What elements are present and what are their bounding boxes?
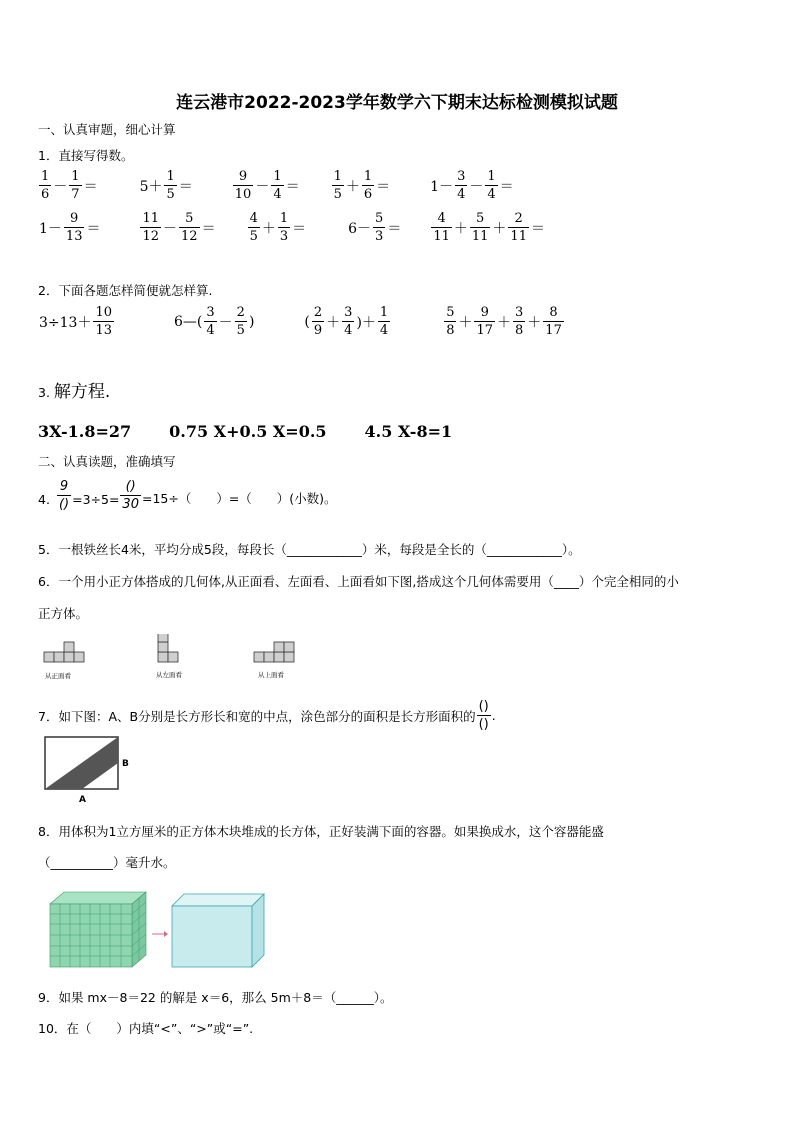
q2-row	[38, 306, 565, 337]
q4-frac-2	[120, 480, 141, 511]
section-2-heading: 二、认真读题，准确填写	[38, 454, 176, 469]
operator-text: ＋	[492, 220, 507, 237]
q7-end: .	[491, 708, 496, 723]
fraction	[474, 306, 495, 337]
fraction	[271, 170, 283, 201]
denominator: 4	[344, 323, 353, 338]
q7-frac-den: ()	[478, 717, 489, 732]
fraction	[513, 306, 525, 337]
operator-text: ＋	[261, 220, 276, 237]
numerator: 1	[166, 169, 175, 184]
denominator: 13	[95, 323, 112, 338]
q1-row2-expr-1	[38, 212, 101, 243]
q6-views-figure	[40, 634, 330, 682]
shaded-region	[45, 737, 118, 789]
operator-text: )	[248, 313, 255, 330]
operator-text: ＝	[83, 178, 98, 195]
operator-text: ＝	[201, 220, 216, 237]
q6-line-2: 正方体。	[38, 606, 89, 621]
q9: 9．如果 mx－8＝22 的解是 x＝6，那么 5m＋8＝（______）。	[38, 990, 393, 1005]
q2-row-expr-3	[303, 306, 391, 337]
denominator: 13	[65, 229, 83, 244]
front-view	[44, 642, 84, 662]
operator-text: ＝	[376, 178, 391, 195]
q7-frac-num: ()	[478, 699, 489, 714]
label-a: A	[79, 795, 86, 805]
denominator: 9	[313, 323, 323, 338]
operator-text: ＝	[292, 220, 307, 237]
q4-frac-1-num: 9	[59, 479, 69, 494]
fraction	[455, 170, 467, 201]
q1-row1-expr-3	[232, 170, 301, 201]
operator-text: ＋	[497, 314, 512, 331]
fraction	[508, 212, 529, 243]
numerator: 2	[313, 305, 323, 320]
denominator: 12	[181, 229, 198, 244]
label-b: B	[122, 759, 129, 769]
left-view	[158, 634, 178, 662]
numerator: 1	[41, 169, 50, 184]
numerator: 2	[236, 305, 245, 320]
denominator: 6	[363, 187, 373, 202]
numerator: 4	[249, 211, 258, 226]
q4-frac-2-den: 30	[122, 497, 139, 512]
denominator: 4	[379, 323, 389, 338]
fraction	[64, 212, 85, 243]
q3-equations	[38, 422, 490, 441]
q3-heading	[38, 377, 110, 402]
q1-row2-expr-3	[247, 212, 308, 243]
numerator: 1	[487, 169, 496, 184]
operator-text: －	[218, 314, 233, 331]
numerator: 5	[185, 211, 194, 226]
equation-1: 3X-1.8=27	[38, 422, 132, 441]
operator-text: ＝	[387, 220, 402, 237]
operator-text: 6—(	[174, 313, 203, 330]
caption-top: 从上面看	[258, 671, 284, 679]
numerator: 1	[71, 169, 80, 184]
section-1-heading: 一、认真审题，细心计算	[38, 122, 176, 137]
q1-row2-expr-4	[347, 212, 402, 243]
q3-label: 解方程.	[53, 382, 111, 402]
denominator: 5	[249, 229, 258, 244]
denominator: 6	[41, 187, 50, 202]
operator-text: －	[53, 178, 68, 195]
q8-figure	[46, 890, 276, 970]
fraction	[431, 212, 452, 243]
q4-frac-1	[57, 480, 71, 511]
q7-text: 7．如下图：A、B分别是长方形长和宽的中点，涂色部分的面积是长方形面积的	[38, 708, 476, 724]
denominator: 4	[457, 187, 466, 202]
operator-text: ＋	[326, 314, 341, 331]
page-title: 连云港市2022-2023学年数学六下期末达标检测模拟试题	[176, 93, 618, 113]
q1-row1-expr-4	[331, 170, 392, 201]
fraction	[93, 306, 114, 337]
equation-2: 0.75 X+0.5 X=0.5	[169, 422, 327, 441]
denominator: 7	[71, 187, 80, 202]
q2-row-expr-4	[443, 306, 565, 337]
operator-text: －	[469, 178, 484, 195]
fraction	[373, 212, 385, 243]
numerator: 3	[344, 305, 353, 320]
q6-line-1: 6．一个用小正方体搭成的几何体,从正面看、左面看、上面看如下图,搭成这个几何体需要用（____）个完全相同的小	[38, 574, 679, 589]
q1-row2-expr-5	[430, 212, 546, 243]
arrow-icon	[152, 931, 168, 937]
fraction	[485, 170, 497, 201]
q1-label: 1．直接写得数。	[38, 148, 134, 163]
numerator: 9	[70, 211, 79, 226]
numerator: 3	[457, 169, 466, 184]
denominator: 11	[433, 229, 450, 244]
operator-text: ＋	[458, 314, 473, 331]
q1-row-1	[38, 170, 515, 201]
numerator: 1	[379, 305, 389, 320]
fraction	[248, 212, 260, 243]
denominator: 5	[333, 187, 342, 202]
q4-text-a: =3÷5=	[72, 492, 120, 507]
operator-text: (	[304, 313, 310, 330]
fraction	[233, 170, 254, 201]
fraction	[278, 212, 290, 243]
operator-text: ＝	[499, 178, 514, 195]
container	[172, 894, 264, 967]
q1-row1-expr-2	[139, 170, 194, 201]
q4-text-b: =15÷（ ）=（ ）(小数)。	[141, 491, 337, 506]
fraction	[235, 306, 247, 337]
denominator: 11	[510, 229, 527, 244]
fraction	[69, 170, 81, 201]
denominator: 3	[375, 229, 384, 244]
operator-text: ＋	[345, 178, 360, 195]
denominator: 5	[236, 323, 245, 338]
denominator: 8	[515, 323, 524, 338]
fraction	[332, 170, 344, 201]
fraction	[164, 170, 176, 201]
top-view	[254, 642, 294, 662]
fraction	[140, 212, 161, 243]
fraction	[543, 306, 564, 337]
numerator: 1	[273, 169, 282, 184]
numerator: 3	[515, 305, 524, 320]
operator-text: －	[255, 178, 270, 195]
fraction	[312, 306, 324, 337]
q4-frac-1-den: ()	[58, 497, 70, 512]
denominator: 12	[142, 229, 160, 244]
q7	[38, 700, 496, 731]
q4	[38, 479, 337, 512]
operator-text: 3÷13＋	[39, 314, 92, 331]
q7-rectangle-figure	[40, 734, 140, 806]
numerator: 5	[375, 211, 384, 226]
q1-row1-expr-1	[38, 170, 99, 201]
fraction	[444, 306, 456, 337]
q2-row-expr-1	[38, 306, 115, 337]
numerator: 5	[476, 211, 485, 226]
denominator: 11	[471, 229, 489, 244]
numerator: 9	[480, 305, 489, 320]
operator-text: 1－	[39, 220, 62, 237]
numerator: 11	[142, 211, 160, 226]
fraction	[470, 212, 491, 243]
q7-fraction	[477, 700, 491, 731]
operator-text: ＋	[527, 314, 542, 331]
operator-text: ＝	[86, 220, 101, 237]
numerator: 2	[514, 211, 523, 226]
q8-line-2: （__________）毫升水。	[38, 855, 176, 870]
operator-text: ＝	[178, 178, 193, 195]
q1-row1-expr-5	[429, 170, 514, 201]
numerator: 10	[95, 305, 112, 320]
denominator: 17	[545, 323, 562, 338]
numerator: 3	[206, 305, 215, 320]
denominator: 10	[234, 187, 252, 202]
cube-stack	[50, 892, 146, 967]
operator-text: 6－	[348, 220, 372, 237]
q1-row-2	[38, 212, 546, 243]
fraction	[179, 212, 200, 243]
operator-text: ＋	[453, 220, 468, 237]
operator-text: ＝	[530, 220, 545, 237]
denominator: 8	[446, 323, 455, 338]
denominator: 3	[279, 229, 289, 244]
denominator: 4	[487, 187, 496, 202]
q10: 10．在（ ）内填“<”、“>”或“=”.	[38, 1021, 254, 1036]
denominator: 4	[273, 187, 282, 202]
denominator: 5	[166, 187, 175, 202]
fraction	[204, 306, 216, 337]
numerator: 1	[333, 169, 342, 184]
caption-front: 从正面看	[45, 672, 71, 680]
q2-row-expr-2	[173, 306, 255, 337]
numerator: 9	[238, 169, 248, 184]
numerator: 4	[437, 211, 446, 226]
fraction	[39, 170, 51, 201]
q4-frac-2-num: ()	[125, 479, 136, 494]
equation-3: 4.5 X-8=1	[364, 422, 453, 441]
q1-row2-expr-2	[139, 212, 216, 243]
numerator: 1	[279, 211, 289, 226]
operator-text: )＋	[356, 314, 376, 331]
numerator: 8	[549, 305, 558, 320]
fraction	[342, 306, 354, 337]
operator-text: 1－	[430, 178, 454, 195]
operator-text: ＝	[285, 178, 300, 195]
denominator: 17	[476, 323, 494, 338]
operator-text: －	[163, 220, 178, 237]
q5: 5．一根铁丝长4米，平均分成5段，每段长（____________）米，每段是全长的（____________）。	[38, 542, 581, 557]
caption-left: 从左面看	[156, 671, 182, 679]
numerator: 1	[363, 169, 373, 184]
numerator: 5	[446, 305, 455, 320]
operator-text: 5＋	[139, 178, 163, 195]
q3-number: 3.	[38, 385, 50, 400]
fraction	[378, 306, 390, 337]
q2-label: 2．下面各题怎样简便就怎样算.	[38, 283, 213, 298]
fraction	[362, 170, 374, 201]
denominator: 4	[206, 323, 215, 338]
q8-line-1: 8．用体积为1立方厘米的正方体木块堆成的长方体，正好装满下面的容器。如果换成水，这个容器能盛	[38, 824, 604, 839]
q4-number: 4.	[38, 492, 50, 507]
